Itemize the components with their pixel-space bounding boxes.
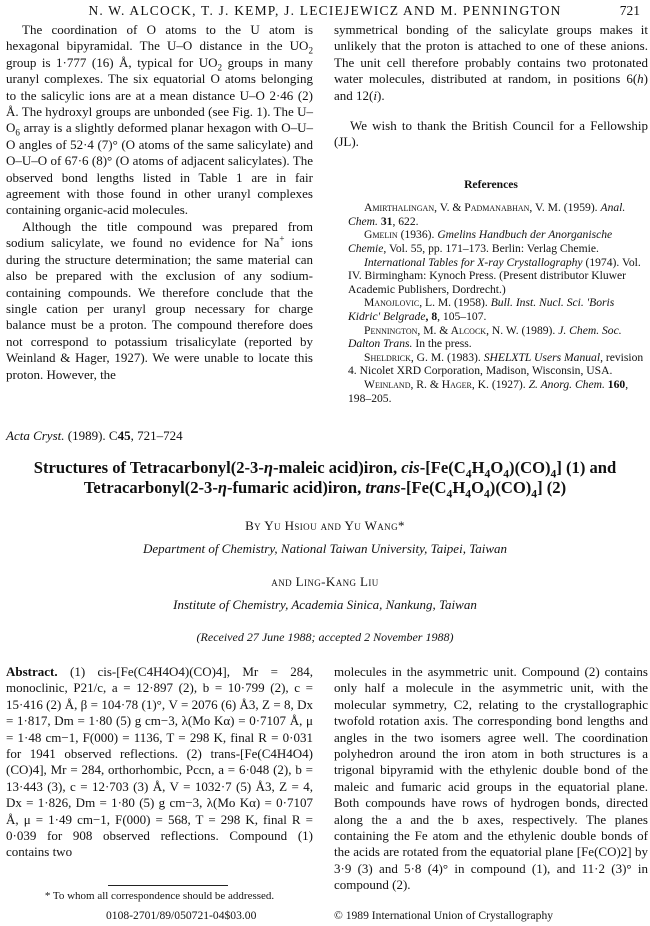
references-heading: References: [464, 177, 518, 191]
paragraph-symmetry: symmetrical bonding of the salicylate groups makes it unlikely that the proton is attached to one of these anions. The unit cell therefore probably contains two protonated water molecules, distributed at random, in positions 6(h) and 12(i).: [334, 22, 648, 103]
reference-item: Amirthalingan, V. & Padmanabhan, V. M. (1959). Anal. Chem. 31, 622.: [348, 201, 626, 228]
issn-code: 0108-2701/89/050721-04$03.00: [106, 909, 257, 922]
reference-item: Sheldrick, G. M. (1983). SHELXTL Users Manual, revision 4. Nicolet XRD Corporation, Madison, Wisconsin, USA.: [348, 350, 644, 378]
reference-item: Weinland, R. & Hager, K. (1927). Z. Anorg. Chem. 160, 198–205.: [348, 377, 629, 405]
running-header: [0, 0, 650, 22]
abstract-right: [334, 664, 648, 894]
article-title: Structures of Tetracarbonyl(2-3-η-maleic acid)iron, cis-$[Fe(C_4H_4O_4)(CO)_4]$ (1) and Tetracarbonyl(2-3-η-fumaric acid)iron, trans-$[Fe(C_4H_4O_4)(CO)_4]$ (2): [33, 458, 617, 501]
abstract-text-left: Abstract. (1) cis-[Fe(C4H4O4)(CO)4], Mr = 284, monoclinic, P21/c, a = 12·897 (2), b = 10·799 (2), c = 15·416 (2) Å, β = 104·78 (1)°, V = 2076 (6) Å3, Z = 8, Dx = 1·817, Dm = 1·80 (5) g cm−3, λ(Mo Kα) = 0·7107 Å, μ = 1·48 cm−1, F(000) = 1136, T = 298 K, final R = 0·031 for 1941 observed reflections. (2) trans-[Fe(C4H4O4)(CO)4], Mr = 284, orthorhombic, Pccn, a = 6·048 (2), b = 13·443 (3), c = 12·703 (3) Å, V = 1032·7 (5) Å3, Z = 4, Dx = 1·826, Dm = 1·80 (5) g cm−3, λ(Mo Kα) = 0·7107 Å, μ = 1·49 cm−1, F(000) = 568, T = 298 K, final R = 0·039 for 908 observed reflections. Compound (1) contains two: [6, 664, 313, 860]
footnote: * To whom all correspondence should be addressed.: [44, 890, 275, 902]
reference-list: [334, 201, 648, 405]
page-number: 721: [619, 3, 640, 18]
journal-citation: Acta Cryst. (1989). C45, 721–724: [6, 428, 183, 443]
reference-item: Gmelin (1936). Gmelins Handbuch der Anorganische Chemie, Vol. 55, pp. 171–173. Berlin: Verlag Chemie.: [348, 228, 613, 256]
left-column-top: [6, 22, 313, 383]
author-byline: By Yu Hsiou and Yu Wang*: [245, 518, 405, 533]
copyright-notice: © 1989 International Union of Crystallography: [334, 909, 554, 922]
abstract-label: Abstract.: [6, 664, 58, 679]
received-dates: (Received 27 June 1988; accepted 2 November 1988): [196, 630, 454, 644]
paragraph-proton: Although the title compound was prepared from sodium salicylate, we found no evidence for Na+ ions during the structure determination; the same material can also be prepared with the exclusion of any sodium-containing compounds. We therefore conclude that the single cation per uranyl group necessary for charge balance must be a proton. The compound therefore does not correspond to potassium trisalicylate (reported by Weinland & Hager, 1927). We were unable to locate this proton. However, the: [6, 218, 313, 382]
right-column-top: [334, 22, 648, 405]
abstract-left: [6, 664, 313, 861]
paragraph-coordination: The coordination of O atoms to the U atom is hexagonal bipyramidal. The U–O distance in the $UO_2$ group is 1·777 (16) Å, typical for $UO_2$ groups in many uranyl complexes. The six equatorial O atoms belonging to the salicylic ions are at a mean distance U–O 2·46 (2) Å. The hydroxyl groups are unbonded (see Fig. 1). The $U-O_6$ array is a slightly deformed planar hexagon with O–U–O angles of 52·4 (7)° (O atoms of the same salicylate) and O–U–O of 67·6 (8)° (O atoms of adjacent salicylates). The observed bond lengths listed in Table 1 are in fair agreement with those found in other uranyl complexes containing organic-acid molecules.: [6, 22, 313, 218]
reference-item: Manojlovic, L. M. (1958). Bull. Inst. Nucl. Sci. 'Boris Kidric' Belgrade, 8, 105–107.: [348, 296, 615, 323]
reference-item: Pennington, M. & Alcock, N. W. (1989). J. Chem. Soc. Dalton Trans. In the press.: [348, 323, 622, 351]
footnote-rule: [108, 885, 228, 886]
abstract-text-right: molecules in the asymmetric unit. Compound (2) contains only half a molecule in the asymmetric unit, with the molecular symmetry, C2, relating to the crystallographic twofold rotation axis. The corresponding bond lengths and angles in the two isomers agree well. The coordination polyhedron around the iron atom in both structures is a trigonal bipyramid with the ethylenic double bond of the maleic and fumaric acid groups in the equatorial plane. Both compounds have rows of hydrogen bonds, directed along the a and the b axes, respectively. The planes containing the Fe atom and the ethylenic double bonds of the acids are rotated from the equatorial plane [Fe(CO)2] by 3·9 (3) and 5·8 (4)° in compound (1), and 11·2 (3)° in compound (2).: [334, 664, 648, 893]
author-byline-2: and Ling-Kang Liu: [271, 574, 379, 589]
running-header-authors: N. W. ALCOCK, T. J. KEMP, J. LECIEJEWICZ AND M. PENNINGTON: [88, 3, 562, 18]
affiliation-2: Institute of Chemistry, Academia Sinica, Nankung, Taiwan: [173, 597, 477, 612]
acknowledgement: We wish to thank the British Council for a Fellowship (JL).: [334, 118, 648, 150]
reference-item: International Tables for X-ray Crystallography (1974). Vol. IV. Birmingham: Kynoch Press. (Present distributor Kluwer Academic Publishers, Dordrecht.): [348, 255, 641, 296]
affiliation-1: Department of Chemistry, National Taiwan University, Taipei, Taiwan: [142, 541, 508, 556]
